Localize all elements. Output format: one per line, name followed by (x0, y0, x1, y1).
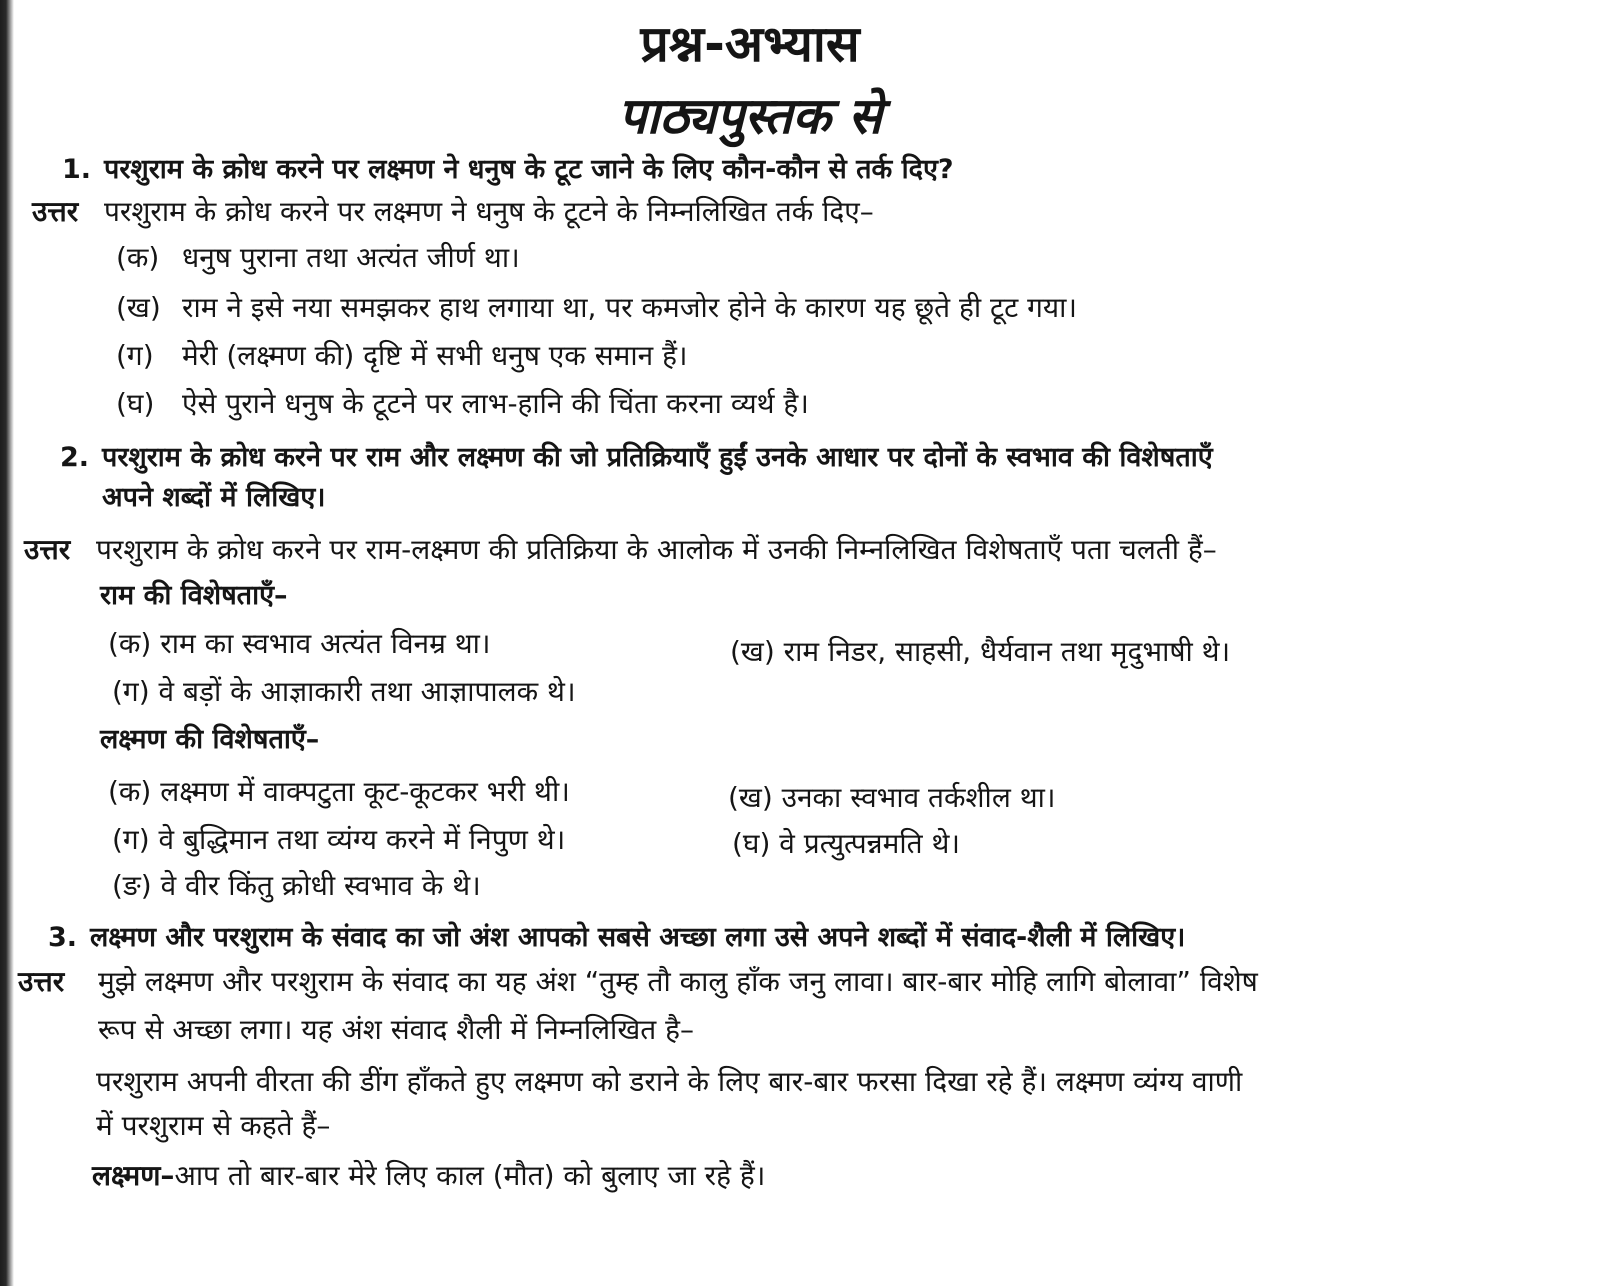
dialogue-text: आप तो बार-बार मेरे लिए काल (मौत) को बुलाए जा रहे हैं। (174, 1159, 766, 1192)
question-text: लक्ष्मण और परशुराम के संवाद का जो अंश आपको सबसे अच्छा लगा उसे अपने शब्दों में संवाद-शैली में लिखिए। (90, 922, 1186, 953)
question-number: 3. (48, 922, 78, 953)
item-text: राम ने इसे नया समझकर हाथ लगाया था, पर कमजोर होने के कारण यह छूते ही टूट गया। (182, 291, 1077, 324)
answer-text: परशुराम के क्रोध करने पर लक्ष्मण ने धनुष के टूटने के निम्नलिखित तर्क दिए– (104, 195, 874, 228)
item-marker: (क) (116, 241, 160, 274)
answer-3-paragraph: परशुराम अपनी वीरता की डींग हाँकते हुए लक्ष्मण को डराने के लिए बार-बार फरसा दिखा रहे हैं। लक्ष्मण व्यंग्य वाणी (96, 1065, 1243, 1098)
dialogue-line (92, 1156, 765, 1196)
answer-3-continued: रूप से अच्छा लगा। यह अंश संवाद शैली में निम्नलिखित है– (98, 1013, 694, 1046)
question-1 (62, 150, 954, 190)
question-number: 2. (60, 442, 90, 473)
item-text: धनुष पुराना तथा अत्यंत जीर्ण था। (182, 241, 520, 274)
question-3 (48, 918, 1185, 958)
answer-label: उत्तर (24, 533, 71, 566)
answer-text: मुझे लक्ष्मण और परशुराम के संवाद का यह अंश “तुम्ह तौ कालु हाँक जनु लावा। बार-बार मोहि लागि बोलावा” विशेष (98, 965, 1258, 998)
answer-text: परशुराम के क्रोध करने पर राम-लक्ष्मण की प्रतिक्रिया के आलोक में उनकी निम्नलिखित विशेषताएँ पता चलती हैं– (96, 533, 1217, 566)
item-marker: (घ) (116, 387, 155, 420)
ram-trait-item: (क) राम का स्वभाव अत्यंत विनम्र था। (108, 627, 491, 660)
item-marker: (ख) (116, 291, 161, 324)
question-number: 1. (62, 154, 92, 185)
page-subtitle: पाठ्यपुस्तक से (618, 87, 882, 145)
lakshman-trait-item: (ङ) वे वीर किंतु क्रोधी स्वभाव के थे। (112, 869, 481, 902)
lakshman-trait-item: (घ) वे प्रत्युत्पन्नमति थे। (732, 827, 961, 860)
item-text: मेरी (लक्ष्मण की) दृष्टि में सभी धनुष एक समान हैं। (182, 339, 688, 372)
answer-3 (18, 962, 1258, 1002)
item-marker: (ग) (116, 339, 154, 372)
speaker-name: लक्ष्मण– (92, 1159, 175, 1192)
lakshman-traits-heading: लक्ष्मण की विशेषताएँ– (100, 724, 320, 755)
answer-2-intro (24, 530, 1217, 570)
answer-1-item (116, 384, 809, 424)
question-text: परशुराम के क्रोध करने पर राम और लक्ष्मण की जो प्रतिक्रियाएँ हुईं उनके आधार पर दोनों के स्वभाव की विशेषताएँ (102, 442, 1213, 473)
answer-1-item (116, 238, 520, 278)
question-2 (60, 438, 1213, 478)
answer-label: उत्तर (18, 965, 65, 998)
lakshman-trait-item: (क) लक्ष्मण में वाक्पटुता कूट-कूटकर भरी थी। (108, 775, 570, 808)
answer-1-item (116, 336, 688, 376)
answer-1-intro (32, 192, 874, 232)
lakshman-trait-item: (ग) वे बुद्धिमान तथा व्यंग्य करने में निपुण थे। (112, 823, 566, 856)
lakshman-trait-item: (ख) उनका स्वभाव तर्कशील था। (728, 781, 1056, 814)
item-text: ऐसे पुराने धनुष के टूटने पर लाभ-हानि की चिंता करना व्यर्थ है। (182, 387, 809, 420)
answer-label: उत्तर (32, 195, 79, 228)
page-title: प्रश्न-अभ्यास (640, 15, 860, 73)
ram-traits-heading: राम की विशेषताएँ– (100, 580, 288, 611)
ram-trait-item: (ख) राम निडर, साहसी, धैर्यवान तथा मृदुभाषी थे। (730, 635, 1231, 668)
scan-edge-shadow (0, 0, 14, 1286)
question-text: परशुराम के क्रोध करने पर लक्ष्मण ने धनुष के टूट जाने के लिए कौन-कौन से तर्क दिए? (104, 154, 954, 185)
ram-trait-item: (ग) वे बड़ों के आज्ञाकारी तथा आज्ञापालक थे। (112, 675, 576, 708)
question-2-continued: अपने शब्दों में लिखिए। (102, 482, 326, 513)
answer-3-paragraph-continued: में परशुराम से कहते हैं– (96, 1109, 331, 1142)
answer-1-item (116, 288, 1077, 328)
